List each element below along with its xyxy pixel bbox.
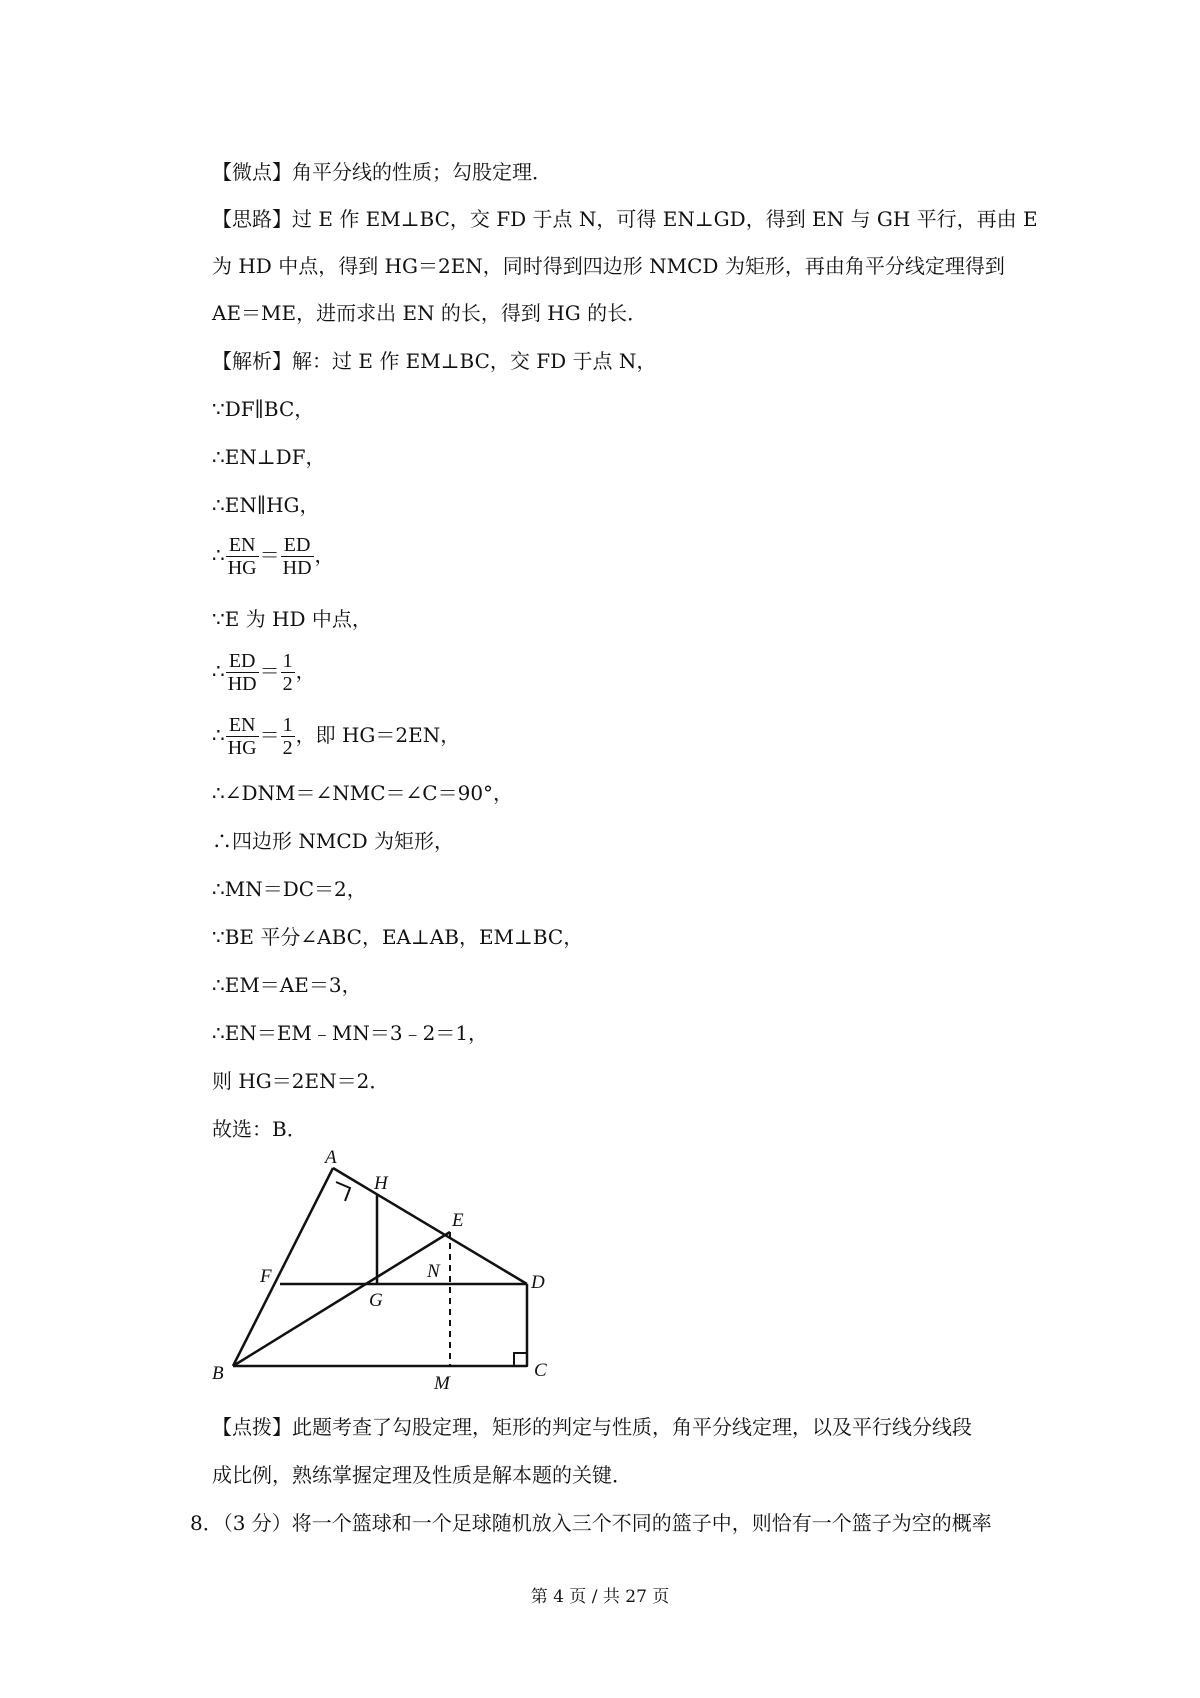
step-8: ∴∠DNM＝∠NMC＝∠C＝90°， (212, 781, 514, 805)
right-angle-a (336, 1182, 350, 1201)
step-5: ∵E 为 HD 中点， (212, 607, 372, 631)
step-7-text: ，即 HG＝2EN， (295, 723, 461, 747)
label-h: H (374, 1173, 388, 1194)
fraction-denominator: 2 (282, 737, 293, 759)
label-n: N (427, 1261, 440, 1282)
label-m: M (434, 1373, 450, 1394)
label-b: B (212, 1363, 224, 1384)
equals-sign: ＝ (259, 543, 280, 567)
dianbo-text-1: 此题考查了勾股定理，矩形的判定与性质，角平分线定理，以及平行线分线段 (292, 1415, 972, 1439)
step-2: ∴EN⊥DF， (212, 445, 326, 469)
comma: ， (295, 659, 316, 683)
step-13: ∴EN＝EM﹣MN＝3﹣2＝1， (212, 1021, 489, 1045)
therefore-symbol: ∴ (212, 723, 225, 747)
dianbo-tag: 【点拨】 (212, 1415, 292, 1439)
label-c: C (534, 1360, 547, 1381)
fraction-denominator: HD (282, 557, 312, 579)
silu-line-3: AE＝ME，进而求出 EN 的长，得到 HG 的长． (212, 301, 648, 325)
fraction-numerator: ED (281, 534, 314, 557)
right-angle-c (514, 1353, 527, 1366)
label-a: A (325, 1147, 337, 1168)
page-footer: 第 4 页 / 共 27 页 (530, 1587, 670, 1607)
jiexi-text: 解：过 E 作 EM⊥BC，交 FD 于点 N， (292, 349, 657, 373)
equals-sign: ＝ (259, 659, 280, 683)
fraction-numerator: 1 (282, 650, 293, 672)
jiexi-tag: 【解析】 (212, 349, 292, 373)
dianbo-line-2: 成比例，熟练掌握定理及性质是解本题的关键． (212, 1463, 632, 1487)
dianbo-line-1 (212, 1413, 972, 1441)
fraction-denominator: HG (227, 557, 257, 579)
fraction-numerator: 1 (282, 714, 293, 736)
fraction-numerator: ED (226, 650, 259, 673)
question-8: 8．（3 分）将一个篮球和一个足球随机放入三个不同的篮子中，则恰有一个篮子为空的概率 (190, 1511, 992, 1535)
therefore-symbol: ∴ (212, 659, 225, 683)
step-10: ∴MN＝DC＝2， (212, 877, 367, 901)
fraction-denominator: HG (227, 737, 257, 759)
step-14: 则 HG＝2EN＝2． (212, 1069, 390, 1093)
label-e: E (452, 1210, 464, 1231)
step-3: ∴EN∥HG， (212, 493, 320, 517)
step-11: ∵BE 平分∠ABC，EA⊥AB，EM⊥BC， (212, 925, 584, 949)
silu-line-2: 为 HD 中点，得到 HG＝2EN，同时得到四边形 NMCD 为矩形，再由角平分线定理得到 (212, 254, 1005, 278)
label-f: F (260, 1266, 272, 1287)
silu-tag: 【思路】 (212, 207, 292, 231)
comma: ， (314, 543, 335, 567)
label-g: G (369, 1290, 383, 1311)
step-1: ∵DF∥BC， (212, 397, 315, 421)
step-15: 故选：B． (212, 1117, 307, 1141)
weidian-tag: 【微点】 (212, 160, 292, 184)
step-12: ∴EM＝AE＝3， (212, 973, 362, 997)
fraction-denominator: HD (227, 673, 257, 695)
fraction-numerator: EN (226, 714, 259, 737)
fraction-numerator: EN (226, 534, 259, 557)
therefore-symbol: ∴ (212, 543, 225, 567)
equals-sign: ＝ (259, 723, 280, 747)
fraction-denominator: 2 (282, 673, 293, 695)
weidian-text: 角平分线的性质；勾股定理． (292, 160, 552, 184)
step-9: ∴四边形 NMCD 为矩形， (212, 829, 455, 853)
silu-text-1: 过 E 作 EM⊥BC，交 FD 于点 N，可得 EN⊥GD，得到 EN 与 GH 平行，再由 E (292, 207, 1038, 231)
label-d: D (531, 1272, 545, 1293)
